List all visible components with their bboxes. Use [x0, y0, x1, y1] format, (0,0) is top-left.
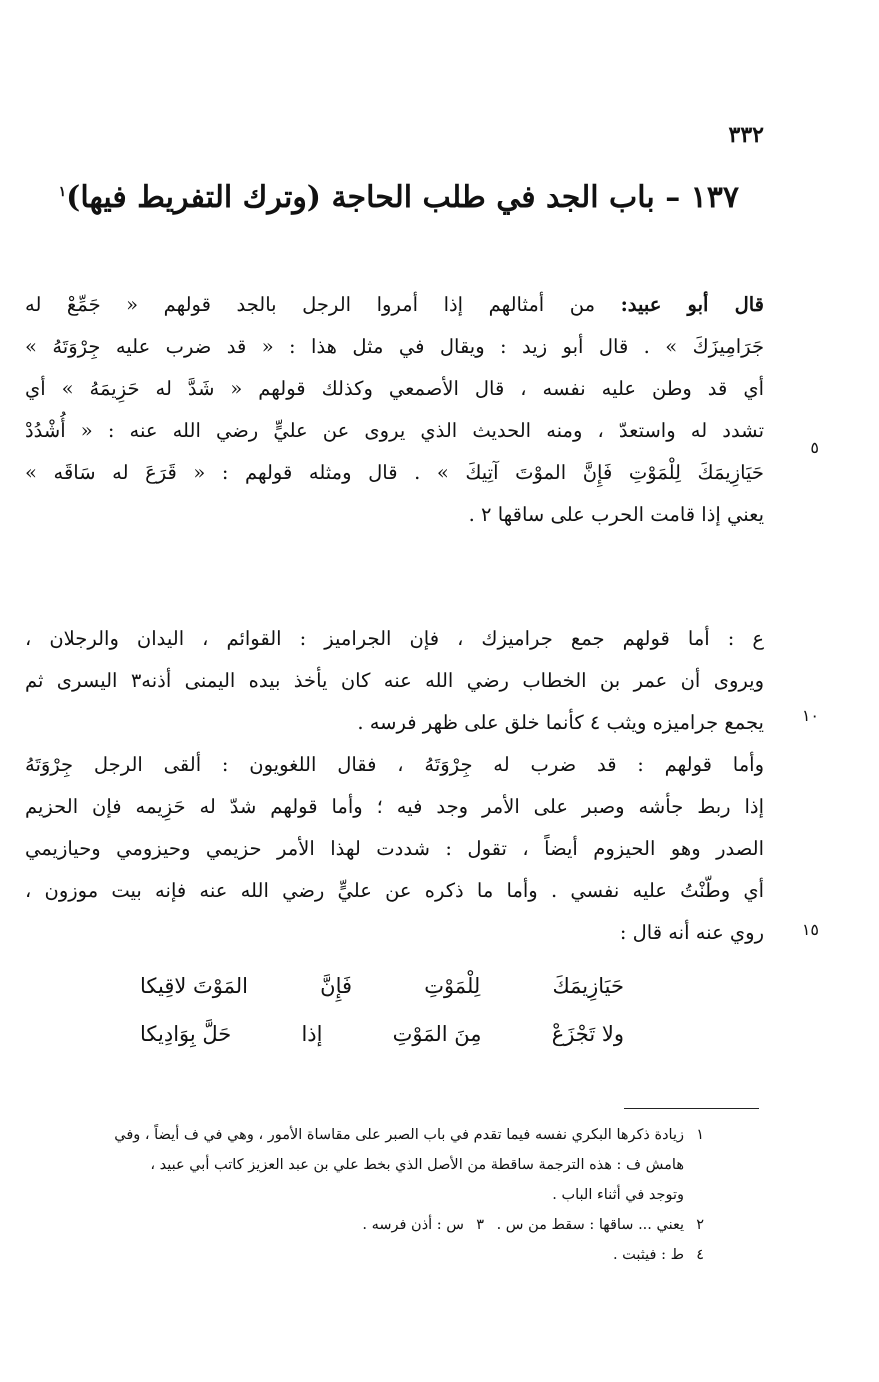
- text-line: روي عنه أنه قال :: [619, 921, 764, 944]
- line-number-10: ١٠: [801, 706, 819, 725]
- line-number-15: ١٥: [801, 920, 819, 939]
- paragraph-lead: قال أبو عبيد:: [620, 293, 764, 316]
- verse-word: حَلَّ بِوَادِيكا: [140, 1022, 232, 1046]
- footnote-number: ١: [696, 1127, 704, 1143]
- text-line: تشدد له واستعدّ ، ومنه الحديث الذي يروى عن عليٍّ رضي الله عنه : « أُشْدُدْ: [25, 419, 764, 442]
- text-line: يجمع جراميزه ويثب ٤ كأنما خلق على ظهر فرسه .: [357, 711, 764, 734]
- footnote-number: ٢: [696, 1217, 704, 1233]
- footnote-1-continued: وتوجد في أثناء الباب .: [552, 1187, 684, 1203]
- page-number: ٣٣٢: [728, 122, 764, 148]
- verse-word: مِنَ المَوْتِ: [392, 1022, 482, 1046]
- footnote-3: [264, 1210, 484, 1240]
- footnote-4: [25, 1240, 704, 1270]
- text-line: ويروى أن عمر بن الخطاب رضي الله عنه كان يأخذ بيده اليمنى أذنه٣ اليسرى ثم: [25, 669, 764, 692]
- chapter-title-footnote-ref: ١: [58, 184, 67, 200]
- text-line: ع : أما قولهم جمع جراميزك ، فإن الجراميز : القوائم ، اليدان والرجلان ،: [25, 627, 764, 650]
- footnote-2: [484, 1210, 704, 1240]
- footnote-row: [25, 1210, 704, 1240]
- footnote-text: ط : فيثبت .: [612, 1247, 684, 1263]
- paragraph-commentary: [25, 618, 764, 744]
- text-line: جَرَامِيزَكَ » . قال أبو زيد : ويقال في مثل هذا : « قد ضرب عليه جِرْوَتَهُ »: [25, 335, 764, 358]
- text-line-content: من أمثالهم إذا أمروا الرجل بالجد قولهم « جَمِّعْ له: [25, 293, 596, 316]
- footnote-number: ٣: [476, 1217, 484, 1233]
- text-line: حَيَازِيمَكَ لِلْمَوْتِ فَإِنَّ الموْتَ آتِيكَ » . قال ومثله قولهم : « قَرَعَ له سَاقَه »: [25, 461, 764, 484]
- line-number-5: ٥: [810, 438, 819, 457]
- text-line: أي قد وطن عليه نفسه ، قال الأصمعي وكذلك قولهم « شَدَّ له حَزِيمَهُ » أي: [25, 377, 764, 400]
- verse-word: فَإِنَّ: [320, 974, 353, 998]
- footnote-1: [25, 1120, 704, 1150]
- text-line: وأما قولهم : قد ضرب له جِرْوَتَهُ ، فقال اللغويون : ألقى الرجل جِرْوَتَهُ: [25, 753, 764, 776]
- chapter-title: [30, 180, 739, 215]
- footnote-1-continued: هامش ف : هذه الترجمة ساقطة من الأصل الذي بخط علي بن عبد العزيز كاتب أبي عبيد ،: [150, 1157, 684, 1173]
- paragraph-abu-ubaid: [25, 284, 764, 536]
- poem-verse: [140, 962, 624, 1058]
- footnote-text: يعني ... ساقها : سقط من س .: [496, 1217, 684, 1233]
- footnote-divider: [624, 1108, 759, 1109]
- text-line: [25, 284, 764, 326]
- footnote-number: ٤: [696, 1247, 704, 1263]
- verse-word: المَوْتَ لاقِيكا: [140, 974, 249, 998]
- text-line: إذا ربط جأشه وصبر على الأمر وجد فيه ؛ وأما قولهم شدّ له حَزِيمه فإن الحزيم: [25, 795, 764, 818]
- verse-word: ولا تَجْزَعْ: [551, 1022, 624, 1046]
- verse-word: حَيَازِيمَكَ: [552, 974, 624, 998]
- footnote-text: س : أذن فرسه .: [362, 1217, 464, 1233]
- text-line: الصدر وهو الحيزوم أيضاً ، تقول : شددت لهذا الأمر حزيمي وحيزومي وحيازيمي: [25, 837, 764, 860]
- verse-word: لِلْمَوْتِ: [424, 974, 481, 998]
- chapter-title-text: ١٣٧ – باب الجد في طلب الحاجة (وترك التفريط فيها): [66, 180, 739, 215]
- verse-word: إذا: [301, 1022, 323, 1046]
- paragraph-explanation: [25, 744, 764, 954]
- text-line: أي وطّنْتُ عليه نفسي . وأما ما ذكره عن عليٍّ رضي الله عنه فإنه بيت موزون ،: [25, 879, 764, 902]
- footnotes: [25, 1120, 704, 1270]
- text-line: يعني إذا قامت الحرب على ساقها ٢ .: [468, 503, 764, 526]
- verse-line: [140, 1010, 624, 1058]
- verse-line: [140, 962, 624, 1010]
- footnote-text: زيادة ذكرها البكري نفسه فيما تقدم في باب الصبر على مقاساة الأمور ، وهي في ف أيضاً ، وفي: [114, 1127, 684, 1143]
